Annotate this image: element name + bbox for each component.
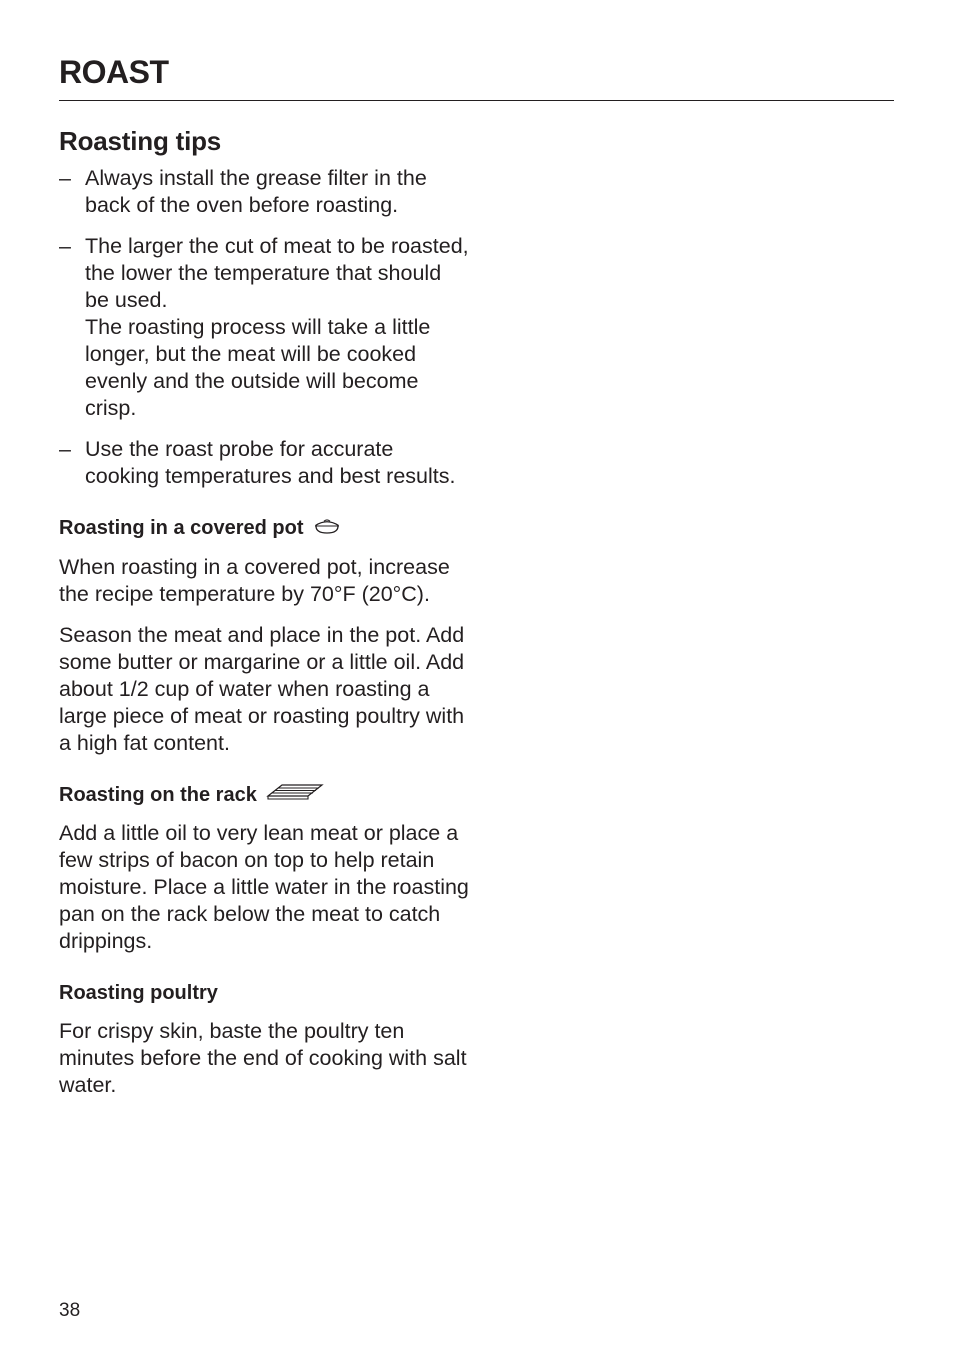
rack-icon	[266, 781, 324, 809]
page-title: ROAST	[59, 54, 169, 90]
roasting-tips-heading: Roasting tips	[59, 126, 222, 156]
tip-text-continued: The roasting process will take a little longer, but the meat will be cooked evenly and the outside will become crisp.	[85, 315, 431, 420]
page-number: 38	[59, 1300, 81, 1321]
list-dash: –	[59, 234, 71, 258]
on-rack-heading-label: Roasting on the rack	[59, 783, 257, 806]
main-content	[59, 122, 469, 1113]
poultry-paragraph: For crispy skin, baste the poultry ten minutes before the end of cooking with salt water.	[59, 1019, 467, 1098]
poultry-heading: Roasting poultry	[59, 982, 218, 1005]
covered-pot-icon	[313, 515, 341, 543]
tip-item	[59, 233, 469, 422]
tip-item	[59, 165, 469, 219]
title-divider	[59, 100, 894, 101]
on-rack-paragraph: Add a little oil to very lean meat or place a few strips of bacon on top to help retain moisture. Place a little water in the roasting pan on the rack below the meat to catch drippings.	[59, 821, 469, 954]
covered-pot-paragraph: When roasting in a covered pot, increase the recipe temperature by 70°F (20°C).	[59, 554, 450, 606]
tip-text: Use the roast probe for accurate cooking temperatures and best results.	[85, 437, 456, 488]
tip-text: Always install the grease filter in the back of the oven before roasting.	[85, 166, 427, 217]
list-dash: –	[59, 166, 71, 190]
tip-item	[59, 436, 469, 490]
covered-pot-heading	[59, 514, 469, 543]
on-rack-heading	[59, 781, 469, 810]
list-dash: –	[59, 437, 71, 461]
covered-pot-heading-label: Roasting in a covered pot	[59, 517, 304, 539]
tip-text: The larger the cut of meat to be roasted, the lower the temperature that should be used.	[85, 234, 469, 312]
covered-pot-paragraph: Season the meat and place in the pot. Add some butter or margarine or a little oil. Add about 1/2 cup of water when roasting a large piece of meat or roasting poultry with a high fat content.	[59, 622, 465, 755]
roasting-tips-list	[59, 165, 469, 490]
